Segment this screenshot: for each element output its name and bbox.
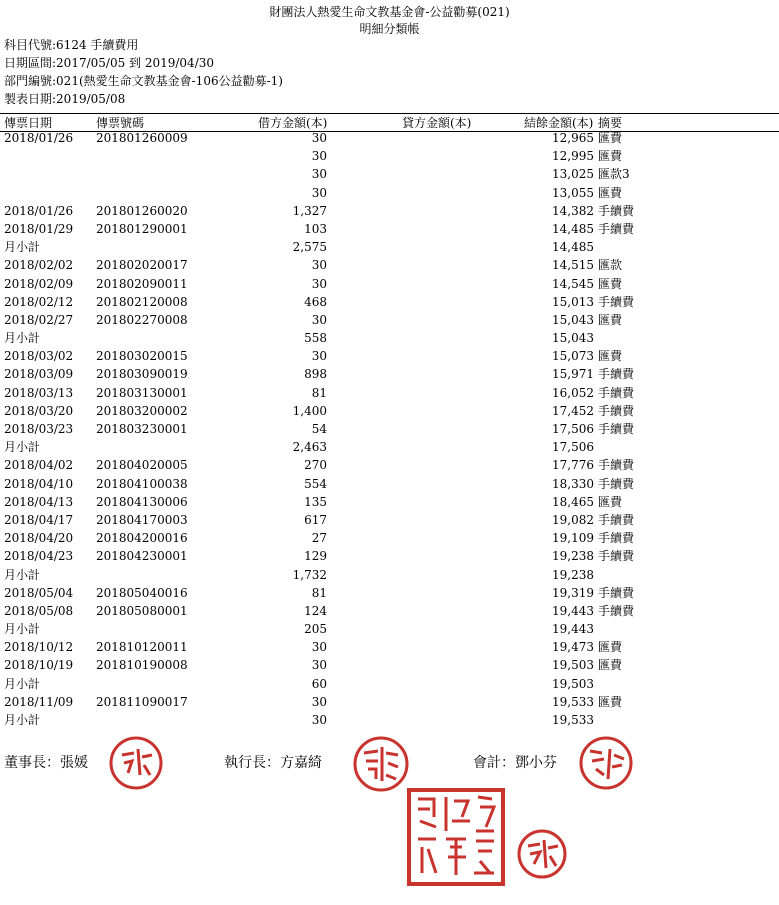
cell-debit: 30	[311, 258, 327, 273]
cell-debit: 30	[311, 640, 327, 655]
cell-balance: 12,995	[552, 149, 594, 164]
cell-balance: 16,052	[552, 385, 594, 400]
cell-voucher: 201803230001	[96, 422, 188, 436]
cell-balance: 14,382	[552, 203, 594, 218]
cell-voucher: 201803200002	[96, 403, 188, 418]
cell-balance: 19,533	[552, 713, 594, 727]
col-debit-header: 借方金額(本)	[258, 116, 328, 130]
table-row	[0, 475, 779, 493]
date-range-line: 日期區間:2017/05/05 到 2019/04/30	[4, 56, 215, 70]
cell-debit: 270	[304, 458, 327, 473]
table-row	[0, 511, 779, 529]
cell-date: 2018/01/26	[4, 131, 74, 145]
cell-voucher: 201804020005	[96, 458, 188, 473]
cell-debit: 30	[311, 658, 327, 673]
cell-voucher: 201801290001	[96, 221, 188, 236]
ceo-seal-icon	[352, 735, 410, 793]
table-row	[0, 547, 779, 565]
cell-debit: 30	[311, 185, 327, 200]
cell-memo: 匯費	[598, 149, 623, 164]
cell-balance: 15,971	[552, 367, 594, 382]
cell-debit: 30	[311, 167, 327, 182]
cell-voucher: 201802120008	[96, 294, 188, 309]
cell-balance: 19,443	[552, 603, 594, 618]
cell-date: 2018/02/02	[4, 258, 74, 273]
cell-date: 月小計	[4, 440, 41, 455]
cell-balance: 18,465	[552, 494, 594, 509]
cell-voucher: 201803020015	[96, 349, 188, 364]
cell-date: 2018/04/13	[4, 494, 74, 509]
cell-balance: 13,055	[552, 185, 594, 200]
table-row	[0, 347, 779, 365]
cell-debit: 617	[304, 512, 327, 527]
table-row	[0, 620, 779, 638]
cell-date: 2018/11/09	[4, 694, 74, 709]
cell-balance: 14,515	[552, 258, 594, 273]
cell-balance: 13,025	[552, 167, 594, 182]
cell-date: 2018/03/13	[4, 385, 74, 400]
table-row	[0, 675, 779, 693]
cell-memo: 手續費	[598, 458, 635, 473]
table-row	[0, 638, 779, 656]
cell-balance: 15,073	[552, 349, 594, 364]
cell-date: 月小計	[4, 622, 41, 637]
cell-debit: 1,327	[292, 203, 327, 218]
table-row	[0, 293, 779, 311]
cell-voucher: 201810190008	[96, 658, 188, 673]
cell-date: 2018/03/20	[4, 403, 74, 418]
cell-memo: 匯款	[598, 258, 623, 273]
cell-debit: 60	[311, 676, 327, 691]
cell-balance: 14,485	[552, 240, 594, 255]
small-seal-icon	[516, 828, 568, 880]
cell-memo: 手續費	[598, 203, 635, 218]
cell-memo: 匯款3	[598, 167, 630, 182]
table-row	[0, 238, 779, 256]
accountant-seal-icon	[578, 735, 634, 791]
cell-memo: 手續費	[598, 221, 635, 236]
cell-debit: 1,400	[292, 403, 327, 418]
cell-debit: 558	[304, 331, 327, 346]
cell-balance: 19,503	[552, 676, 594, 691]
table-row	[0, 438, 779, 456]
cell-balance: 19,109	[552, 531, 594, 546]
cell-debit: 30	[311, 131, 327, 145]
cell-date: 2018/02/12	[4, 294, 74, 309]
cell-memo: 匯費	[598, 658, 623, 673]
cell-voucher: 201804100038	[96, 476, 188, 491]
cell-voucher: 201805040016	[96, 585, 188, 600]
cell-memo: 手續費	[598, 367, 635, 382]
cell-memo: 匯費	[598, 349, 623, 364]
cell-memo: 手續費	[598, 294, 635, 309]
cell-memo: 匯費	[598, 494, 623, 509]
cell-memo: 匯費	[598, 131, 623, 145]
cell-debit: 135	[304, 494, 327, 509]
table-row	[0, 693, 779, 711]
accountant-signature: 會計：鄧小芬	[473, 755, 557, 771]
chairman-signature: 董事長：張媛	[4, 755, 88, 771]
cell-voucher: 201802270008	[96, 312, 188, 327]
cell-date: 2018/05/08	[4, 603, 74, 618]
cell-date: 2018/02/09	[4, 276, 74, 291]
table-row	[0, 256, 779, 274]
col-date-header: 傳票日期	[4, 116, 53, 130]
cell-balance: 14,545	[552, 276, 594, 291]
table-row	[0, 656, 779, 674]
cell-date: 月小計	[4, 713, 41, 727]
cell-balance: 15,043	[552, 312, 594, 327]
cell-balance: 18,330	[552, 476, 594, 491]
cell-debit: 81	[311, 585, 327, 600]
cell-date: 2018/02/27	[4, 312, 74, 327]
cell-balance: 19,238	[552, 549, 594, 564]
cell-debit: 2,575	[292, 240, 327, 255]
table-row	[0, 384, 779, 402]
cell-date: 月小計	[4, 331, 41, 346]
report-title: 明細分類帳	[359, 22, 420, 36]
cell-balance: 19,473	[552, 640, 594, 655]
cell-balance: 17,452	[552, 403, 594, 418]
cell-voucher: 201810120011	[96, 640, 188, 655]
cell-date: 月小計	[4, 240, 41, 255]
table-row	[0, 529, 779, 547]
col-balance-header: 結餘金額(本)	[524, 116, 594, 130]
table-row	[0, 311, 779, 329]
cell-voucher: 201804230001	[96, 549, 188, 564]
cell-voucher: 201804130006	[96, 494, 188, 509]
cell-memo: 手續費	[598, 585, 635, 600]
cell-debit: 30	[311, 149, 327, 164]
cell-date: 2018/04/20	[4, 531, 74, 546]
table-row	[0, 165, 779, 183]
print-date-line: 製表日期:2019/05/08	[4, 92, 126, 106]
table-row	[0, 566, 779, 584]
cell-debit: 468	[304, 294, 327, 309]
cell-voucher: 201805080001	[96, 603, 188, 618]
cell-balance: 19,533	[552, 694, 594, 709]
cell-balance: 19,503	[552, 658, 594, 673]
cell-voucher: 201804170003	[96, 512, 188, 527]
cell-debit: 205	[304, 622, 327, 637]
cell-memo: 匯費	[598, 312, 623, 327]
cell-debit: 103	[304, 221, 327, 236]
cell-memo: 匯費	[598, 694, 623, 709]
table-row	[0, 365, 779, 383]
col-voucher-header: 傳票號碼	[96, 116, 145, 130]
cell-date: 2018/04/17	[4, 512, 74, 527]
table-row	[0, 220, 779, 238]
cell-debit: 124	[304, 603, 327, 618]
chairman-seal-icon	[108, 735, 164, 791]
cell-balance: 17,776	[552, 458, 594, 473]
cell-date: 2018/04/23	[4, 549, 74, 564]
table-row	[0, 711, 779, 729]
cell-balance: 19,443	[552, 622, 594, 637]
cell-debit: 81	[311, 385, 327, 400]
cell-debit: 30	[311, 349, 327, 364]
table-row	[0, 275, 779, 293]
cell-debit: 129	[304, 549, 327, 564]
cell-memo: 匯費	[598, 185, 623, 200]
cell-memo: 匯費	[598, 640, 623, 655]
cell-date: 2018/05/04	[4, 585, 74, 600]
cell-date: 2018/04/10	[4, 476, 74, 491]
cell-debit: 27	[311, 531, 327, 546]
table-row	[0, 456, 779, 474]
cell-memo: 手續費	[598, 512, 635, 527]
cell-date: 月小計	[4, 676, 41, 691]
cell-date: 2018/03/23	[4, 422, 74, 436]
department-line: 部門編號:021(熱愛生命文教基金會-106公益勸募-1)	[4, 74, 283, 88]
cell-voucher: 201803090019	[96, 367, 188, 382]
cell-debit: 2,463	[292, 440, 327, 455]
cell-voucher: 201811090017	[96, 694, 188, 709]
cell-balance: 19,319	[552, 585, 594, 600]
cell-voucher: 201801260009	[96, 131, 188, 145]
cell-date: 2018/10/12	[4, 640, 74, 655]
cell-date: 2018/10/19	[4, 658, 74, 673]
cell-balance: 12,965	[552, 131, 594, 145]
ceo-signature: 執行長：方嘉綺	[224, 755, 322, 771]
cell-debit: 30	[311, 694, 327, 709]
col-credit-header: 貸方金額(本)	[402, 116, 472, 130]
cell-voucher: 201801260020	[96, 203, 188, 218]
cell-balance: 14,485	[552, 221, 594, 236]
table-row	[0, 329, 779, 347]
cell-balance: 15,013	[552, 294, 594, 309]
cell-date: 2018/01/29	[4, 221, 74, 236]
cell-date: 2018/03/02	[4, 349, 74, 364]
cell-balance: 15,043	[552, 331, 594, 346]
cell-date: 2018/03/09	[4, 367, 74, 382]
cell-debit: 54	[311, 422, 327, 436]
table-row	[0, 184, 779, 202]
cell-memo: 手續費	[598, 603, 635, 618]
cell-memo: 手續費	[598, 476, 635, 491]
table-row	[0, 402, 779, 420]
organization-title: 財團法人熱愛生命文教基金會-公益勸募(021)	[269, 5, 510, 19]
table-row	[0, 493, 779, 511]
table-row	[0, 202, 779, 220]
cell-memo: 手續費	[598, 422, 635, 436]
cell-voucher: 201802020017	[96, 258, 188, 273]
cell-memo: 手續費	[598, 549, 635, 564]
cell-debit: 30	[311, 276, 327, 291]
cell-memo: 手續費	[598, 531, 635, 546]
cell-date: 2018/01/26	[4, 203, 74, 218]
cell-debit: 30	[311, 713, 327, 727]
table-row	[0, 602, 779, 620]
cell-voucher: 201804200016	[96, 531, 188, 546]
cell-debit: 1,732	[292, 567, 327, 582]
account-line: 科目代號:6124 手續費用	[4, 38, 139, 52]
cell-balance: 19,238	[552, 567, 594, 582]
cell-debit: 30	[311, 312, 327, 327]
col-memo-header: 摘要	[598, 116, 623, 130]
cell-voucher: 201803130001	[96, 385, 188, 400]
cell-date: 2018/04/02	[4, 458, 74, 473]
cell-balance: 17,506	[552, 440, 594, 455]
foundation-seal-icon	[406, 787, 506, 887]
table-row	[0, 129, 779, 147]
table-row	[0, 584, 779, 602]
cell-debit: 898	[304, 367, 327, 382]
cell-balance: 17,506	[552, 422, 594, 436]
cell-memo: 手續費	[598, 403, 635, 418]
table-row	[0, 147, 779, 165]
cell-memo: 手續費	[598, 385, 635, 400]
cell-memo: 匯費	[598, 276, 623, 291]
cell-balance: 19,082	[552, 512, 594, 527]
table-row	[0, 420, 779, 438]
cell-date: 月小計	[4, 567, 41, 582]
cell-debit: 554	[304, 476, 327, 491]
ledger-table-body	[0, 129, 779, 729]
cell-voucher: 201802090011	[96, 276, 188, 291]
